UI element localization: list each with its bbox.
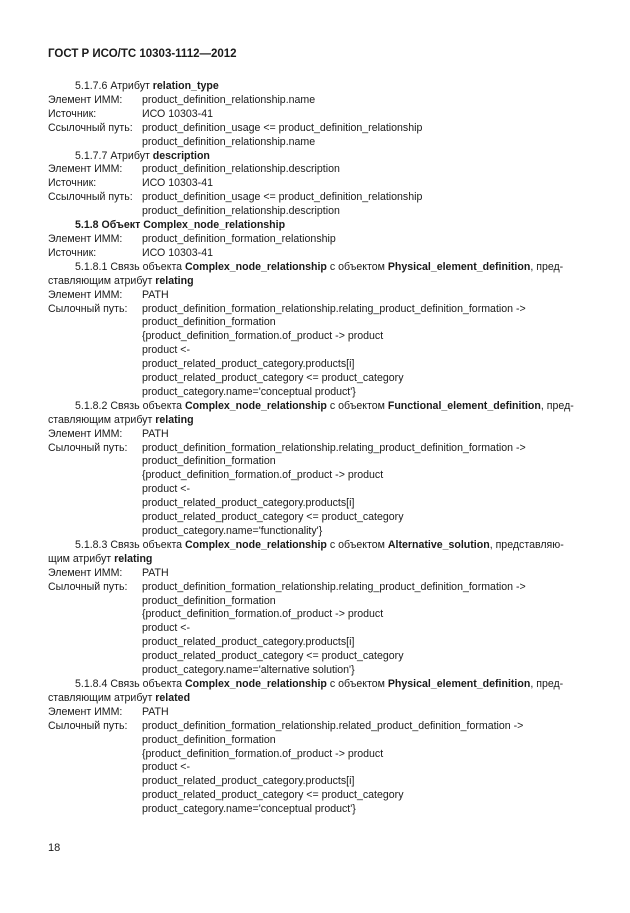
entity-name: Complex_node_relationship bbox=[185, 260, 327, 273]
path-line: product_category.name='functionality'} bbox=[142, 525, 323, 537]
link-prefix: Связь объекта bbox=[110, 260, 183, 273]
path-line: product_definition_relationship.description bbox=[142, 205, 340, 218]
path-line: product_definition_usage <= product_definition_relationship bbox=[142, 121, 423, 134]
path-line: product_related_product_category.products[i] bbox=[142, 358, 355, 371]
heading-continuation bbox=[48, 275, 588, 289]
link-suffix: ставляющим атрибут bbox=[48, 274, 153, 287]
path-line: product_definition_usage <= product_definition_relationship bbox=[142, 191, 423, 204]
imm-row bbox=[48, 233, 588, 247]
path-label: Ссылочный путь: bbox=[48, 191, 133, 204]
path-row bbox=[48, 122, 588, 136]
path-line: product_definition_formation_relationship.relating_product_definition_formation -> bbox=[142, 441, 526, 454]
target-entity: Functional_element_definition bbox=[387, 399, 541, 412]
path-line: product_category.name='conceptual product'} bbox=[142, 385, 356, 398]
path-line: {product_definition_formation.of_product -> product bbox=[142, 608, 384, 621]
source-value: ИСО 10303-41 bbox=[142, 107, 213, 120]
link-with: с объектом bbox=[329, 677, 385, 690]
source-row bbox=[48, 177, 588, 191]
heading-5-1-8-1 bbox=[48, 261, 588, 275]
heading-continuation bbox=[48, 414, 588, 428]
source-row bbox=[48, 247, 588, 261]
imm-label: Элемент ИММ: bbox=[48, 288, 123, 301]
target-entity: Physical_element_definition bbox=[387, 260, 531, 273]
section-number: 5.1.7.6 bbox=[75, 80, 108, 92]
imm-label: Элемент ИММ: bbox=[48, 93, 123, 106]
path-line: product_related_product_category <= product_category bbox=[142, 511, 404, 524]
imm-label: Элемент ИММ: bbox=[48, 232, 123, 245]
link-with: с объектом bbox=[329, 260, 385, 273]
section-number: 5.1.8.3 bbox=[75, 538, 108, 551]
path-row bbox=[48, 191, 588, 205]
path-row bbox=[48, 581, 588, 595]
path-line: {product_definition_formation.of_product -> product bbox=[142, 330, 384, 343]
path-line: product_category.name='conceptual product'} bbox=[142, 803, 356, 816]
link-suffix: щим атрибут bbox=[48, 552, 112, 565]
imm-label: Элемент ИММ: bbox=[48, 427, 123, 440]
attribute-word: Атрибут bbox=[110, 80, 150, 92]
path-line: {product_definition_formation.of_product -> product bbox=[142, 469, 384, 482]
imm-row bbox=[48, 567, 588, 581]
imm-row bbox=[48, 94, 588, 108]
imm-value: product_definition_relationship.name bbox=[142, 93, 316, 106]
attribute-name: relation_type bbox=[152, 80, 219, 92]
target-entity: Physical_element_definition bbox=[387, 677, 531, 690]
heading-continuation bbox=[48, 692, 588, 706]
link-suffix: , пред- bbox=[540, 399, 574, 412]
imm-row bbox=[48, 163, 588, 177]
attribute-name: relating bbox=[155, 274, 194, 287]
section-number: 5.1.8.4 bbox=[75, 677, 108, 690]
path-line: {product_definition_formation.of_product -> product bbox=[142, 747, 384, 760]
source-value: ИСО 10303-41 bbox=[142, 177, 213, 190]
path-row bbox=[48, 720, 588, 734]
entity-name: Complex_node_relationship bbox=[185, 538, 327, 551]
link-prefix: Связь объекта bbox=[110, 399, 183, 412]
path-line: product_definition_formation bbox=[142, 316, 276, 329]
attribute-name: relating bbox=[114, 552, 153, 565]
path-label: Сылочный путь: bbox=[48, 719, 128, 732]
link-suffix: , пред- bbox=[530, 260, 564, 273]
imm-row bbox=[48, 289, 588, 303]
path-line: product_related_product_category <= product_category bbox=[142, 789, 404, 802]
path-line: product_related_product_category.products[i] bbox=[142, 636, 355, 649]
entity-name: Complex_node_relationship bbox=[185, 677, 327, 690]
link-suffix: ставляющим атрибут bbox=[48, 691, 153, 704]
link-with: с объектом bbox=[329, 399, 385, 412]
path-line: product <- bbox=[142, 761, 190, 774]
path-label: Ссылочный путь: bbox=[48, 121, 133, 134]
imm-value: product_definition_relationship.description bbox=[142, 163, 340, 176]
path-line: product_definition_formation bbox=[142, 733, 276, 746]
link-suffix: , представляю- bbox=[489, 538, 564, 551]
imm-value: PATH bbox=[142, 288, 169, 301]
section-number: 5.1.8.1 bbox=[75, 260, 108, 273]
path-line: product_definition_relationship.name bbox=[142, 135, 316, 148]
path-line: product_related_product_category <= product_category bbox=[142, 372, 404, 385]
heading-5-1-8-3 bbox=[48, 539, 588, 553]
path-line: product <- bbox=[142, 622, 190, 635]
link-with: с объектом bbox=[329, 538, 385, 551]
imm-value: PATH bbox=[142, 705, 169, 718]
link-prefix: Связь объекта bbox=[110, 538, 183, 551]
path-line: product <- bbox=[142, 483, 190, 496]
imm-label: Элемент ИММ: bbox=[48, 705, 123, 718]
imm-row bbox=[48, 428, 588, 442]
path-line: product_definition_formation_relationship.related_product_definition_formation -> bbox=[142, 719, 524, 732]
source-label: Источник: bbox=[48, 246, 97, 259]
heading-5-1-7-6 bbox=[48, 80, 588, 94]
attribute-name: description bbox=[152, 149, 210, 162]
imm-row bbox=[48, 706, 588, 720]
source-value: ИСО 10303-41 bbox=[142, 246, 213, 259]
imm-label: Элемент ИММ: bbox=[48, 566, 123, 579]
section-number: 5.1.8.2 bbox=[75, 399, 108, 412]
attribute-name: related bbox=[155, 691, 191, 704]
path-row bbox=[48, 442, 588, 456]
target-entity: Alternative_solution bbox=[387, 538, 490, 551]
imm-label: Элемент ИММ: bbox=[48, 163, 123, 176]
path-line: product_related_product_category.products[i] bbox=[142, 497, 355, 510]
path-line: product <- bbox=[142, 344, 190, 357]
path-line: product_definition_formation bbox=[142, 455, 276, 468]
link-suffix: ставляющим атрибут bbox=[48, 413, 153, 426]
link-prefix: Связь объекта bbox=[110, 677, 183, 690]
section-number: 5.1.7.7 bbox=[75, 149, 108, 162]
path-line: product_related_product_category <= product_category bbox=[142, 650, 404, 663]
imm-value: PATH bbox=[142, 566, 169, 579]
heading-5-1-7-7 bbox=[48, 150, 588, 164]
heading-5-1-8-4 bbox=[48, 678, 588, 692]
entity-name: Complex_node_relationship bbox=[185, 399, 327, 412]
heading-5-1-8: 5.1.8 Объект Complex_node_relationship bbox=[75, 219, 286, 232]
document-header: ГОСТ Р ИСО/ТС 10303-1112—2012 bbox=[48, 48, 237, 60]
link-suffix: , пред- bbox=[530, 677, 564, 690]
source-row bbox=[48, 108, 588, 122]
heading-5-1-8-2 bbox=[48, 400, 588, 414]
attribute-word: Атрибут bbox=[110, 149, 150, 162]
path-line: product_related_product_category.products[i] bbox=[142, 775, 355, 788]
path-line: product_definition_formation_relationship.relating_product_definition_formation -> bbox=[142, 302, 526, 315]
page-content bbox=[48, 80, 588, 817]
path-label: Сылочный путь: bbox=[48, 302, 128, 315]
page-number: 18 bbox=[48, 842, 61, 854]
source-label: Источник: bbox=[48, 107, 97, 120]
path-label: Сылочный путь: bbox=[48, 580, 128, 593]
attribute-name: relating bbox=[155, 413, 194, 426]
path-row bbox=[48, 303, 588, 317]
heading-continuation bbox=[48, 553, 588, 567]
path-line: product_definition_formation_relationship.relating_product_definition_formation -> bbox=[142, 580, 526, 593]
imm-value: product_definition_formation_relationship bbox=[142, 232, 336, 245]
path-line: product_definition_formation bbox=[142, 594, 276, 607]
source-label: Источник: bbox=[48, 177, 97, 190]
imm-value: PATH bbox=[142, 427, 169, 440]
path-line: product_category.name='alternative solution'} bbox=[142, 664, 355, 677]
path-label: Сылочный путь: bbox=[48, 441, 128, 454]
